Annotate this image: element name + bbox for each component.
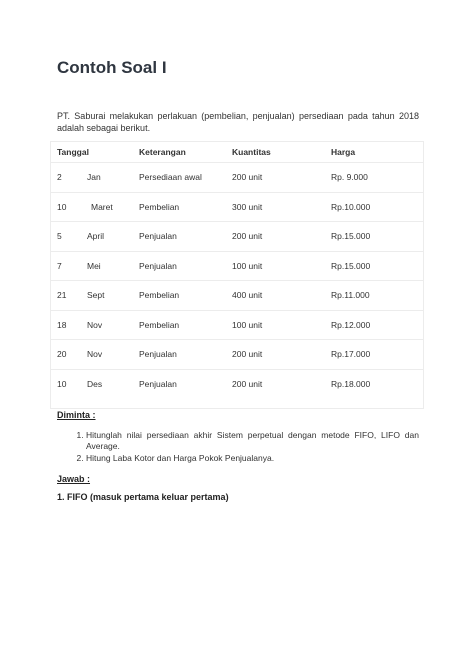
cell-month: Des bbox=[87, 378, 103, 389]
table-row bbox=[50, 369, 424, 398]
cell-day: 5 bbox=[50, 222, 87, 252]
cell-kuantitas: 300 unit bbox=[232, 192, 331, 222]
table-row bbox=[50, 192, 424, 222]
cell-kuantitas: 100 unit bbox=[232, 251, 331, 281]
cell-kuantitas: 200 unit bbox=[232, 340, 331, 370]
cell-harga: Rp.15.000 bbox=[331, 222, 424, 252]
cell-day: 21 bbox=[50, 281, 87, 311]
cell-kuantitas: 400 unit bbox=[232, 281, 331, 311]
cell-day: 2 bbox=[50, 163, 87, 193]
cell-keterangan: Pembelian bbox=[139, 281, 232, 311]
cell-month: Nov bbox=[87, 310, 139, 340]
cell-harga: Rp.11.000 bbox=[331, 281, 424, 311]
cell-harga: Rp.12.000 bbox=[331, 310, 424, 340]
header-tanggal: Tanggal bbox=[50, 141, 139, 163]
list-item: 1. Hitunglah nilai persediaan akhir Sistem perpetual dengan metode FIFO, LIFO dan Average. bbox=[86, 430, 419, 451]
cell-harga: Rp.18.000 bbox=[331, 378, 371, 389]
cell-keterangan: Pembelian bbox=[139, 310, 232, 340]
header-keterangan: Keterangan bbox=[139, 141, 232, 163]
header-harga: Harga bbox=[331, 141, 424, 163]
cell-harga: Rp.10.000 bbox=[331, 192, 424, 222]
cell-month: Nov bbox=[87, 340, 139, 370]
cell-keterangan: Penjualan bbox=[139, 340, 232, 370]
cell-keterangan: Pembelian bbox=[139, 192, 232, 222]
task-list bbox=[57, 430, 419, 466]
cell-keterangan: Penjualan bbox=[139, 378, 177, 389]
table-row bbox=[50, 251, 424, 281]
table-row bbox=[50, 310, 424, 340]
jawab-heading: Jawab : bbox=[57, 474, 91, 484]
cell-harga: Rp.17.000 bbox=[331, 340, 424, 370]
cell-keterangan: Penjualan bbox=[139, 222, 232, 252]
cell-month: Mei bbox=[87, 251, 139, 281]
cell-harga: Rp.15.000 bbox=[331, 251, 424, 281]
cell-day: 7 bbox=[50, 251, 87, 281]
table-row bbox=[50, 163, 424, 193]
cell-month: Jan bbox=[87, 163, 139, 193]
fifo-subheading: 1. FIFO (masuk pertama keluar pertama) bbox=[57, 492, 229, 502]
cell-keterangan: Persediaan awal bbox=[139, 163, 232, 193]
cell-kuantitas: 100 unit bbox=[232, 310, 331, 340]
cell-day: 20 bbox=[50, 340, 87, 370]
table-row bbox=[50, 222, 424, 252]
cell-month: April bbox=[87, 222, 139, 252]
cell-month: Sept bbox=[87, 281, 139, 311]
cell-harga: Rp. 9.000 bbox=[331, 163, 424, 193]
cell-day: 10 bbox=[57, 378, 67, 389]
cell-day: 18 bbox=[50, 310, 87, 340]
cell-kuantitas: 200 unit bbox=[232, 222, 331, 252]
cell-kuantitas: 200 unit bbox=[232, 378, 263, 389]
header-kuantitas: Kuantitas bbox=[232, 141, 331, 163]
cell-day: 10 bbox=[50, 192, 87, 222]
table-row bbox=[50, 340, 424, 370]
list-item: 2. Hitung Laba Kotor dan Harga Pokok Penjualanya. bbox=[86, 453, 419, 464]
diminta-heading: Diminta : bbox=[57, 410, 96, 420]
cell-month: Maret bbox=[87, 192, 139, 222]
table-row bbox=[50, 281, 424, 311]
inventory-table bbox=[50, 141, 424, 398]
table-header-row bbox=[50, 141, 424, 163]
cell-keterangan: Penjualan bbox=[139, 251, 232, 281]
page-title: Contoh Soal I bbox=[57, 58, 167, 77]
cell-kuantitas: 200 unit bbox=[232, 163, 331, 193]
intro-paragraph: PT. Saburai melakukan perlakuan (pembelian, penjualan) persediaan pada tahun 2018 adalah sebagai berikut. bbox=[57, 111, 419, 133]
